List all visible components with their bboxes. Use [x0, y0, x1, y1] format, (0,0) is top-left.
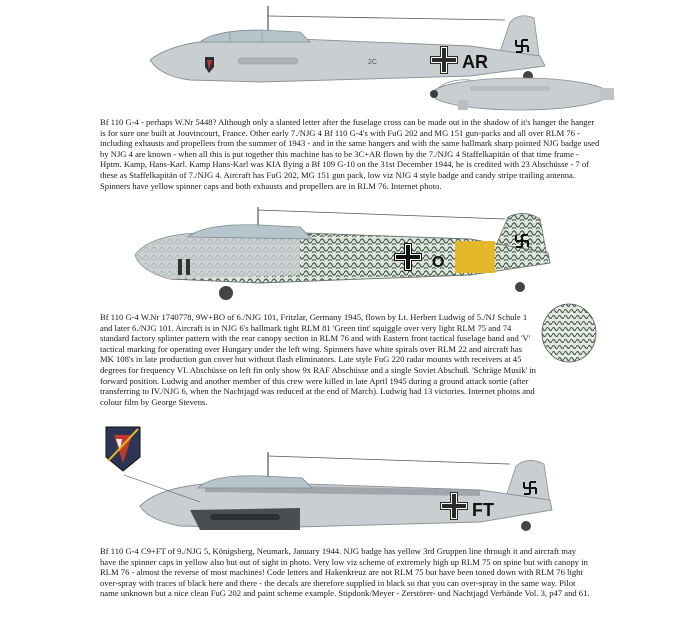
aircraft-profile-2	[0, 205, 680, 305]
code-small: 2C	[368, 59, 377, 66]
code-letters: FT	[472, 500, 494, 520]
code-letters: AR	[462, 52, 488, 72]
caption-aircraft-1: Bf 110 G-4 - perhaps W.Nr 5448? Although only a slanted letter after the fuselage cross can be made out in the shadow of it's hanger the hanger is for sure one built at Jouvincourt, France. Other early 7./NJG 4 Bf 110 G-4's with FuG 202 and MG 151 gun-packs and all over RLM 76 - including exhausts and propellers from the summer of 1943 - and in the same hangers and with the same hallmark sharp pointed NJG badge used by NJG 4 are known - when all this is put together this machine has to be 3C+AR flown by the 7./NJG 4 Staffelkapitän of that time frame - Hptm. Kamp, Hans-Karl. Kamp Hans-Karl was KIA flying a Bf 109 G-10 on the 31st December 1944, he is credited with 23 Abschüsse - 7 of these as Staffelkapitän of 7./NJG 4. Aircraft has FuG 202, MG 151 gun pack, low viz NJG 4 style badge and candy stripe trailing antenna. Spinners have yellow spinner caps and both exhausts and propellers are in RLM 76. Internet photo.	[100, 117, 600, 191]
aircraft-profile-3	[0, 430, 680, 540]
caption-aircraft-2: Bf 110 G-4 W.Nr 1740778, 9W+BO of 6./NJG 101, Fritzlar, Germany 1945, flown by Lt. Herbert Ludwig of 5./NJ Schule 1 and later 6./NJG 101. Aircraft is in NJG 6's hallmark tight RLM 81 'Green tint' squiggle over very light RLM 75 and 74 standard factory splinter pattern with the rear canopy section in RLM 76 and with Eastern front tactical fuselage band and 'V' tactical marking for operating over Hungary under the left wing. Spinners have white spirals over RLM 22 and aircraft has MK 108's in late production gun cover but without flash eliminators. Late style FuG 220 radar mounts with receivers at 45 degrees for frequency VI. Abschüsse on left fin only show 9x RAF Abschüsse and a single Soviet Abschuß. 'Schräge Musik' in forward position. Ludwig and another member of this crew were killed in late April 1945 during a ground attack sortie (after transferring to IV./NJG 6, when the Nachtjagd was reduced at the end of March). Ludwig had 13 victories. Internet photos and colour film by George Stevens.	[100, 312, 536, 407]
aircraft-profile-1	[0, 0, 680, 118]
caption-aircraft-3: Bf 110 G-4 C9+FT of 9./NJG 5, Königsberg, Neumark, January 1944. NJG badge has yellow 3rd Gruppen line through it and aircraft may have the spinner caps in yellow also but out of sight in photo. Very low viz scheme of extremely high up RLM 75 on spine but with canopy in RLM 76 - almost the reverse of most machines! Code letters and Hakenkreuz are not RLM 75 but have been toned down with RLM 76 light over-spray with traces of black here and there - the decals are therefore supplied in black so that you can over-spray in the same way. Pilot name unknown but a nice clean FuG 202 and paint scheme example. Stipdonk/Meyer - Zerstörer- und Nachtjagd Verbände Vol. 3, p47 and 61.	[100, 546, 590, 599]
squiggle-detail	[540, 302, 598, 364]
code-letter: O	[432, 254, 445, 271]
